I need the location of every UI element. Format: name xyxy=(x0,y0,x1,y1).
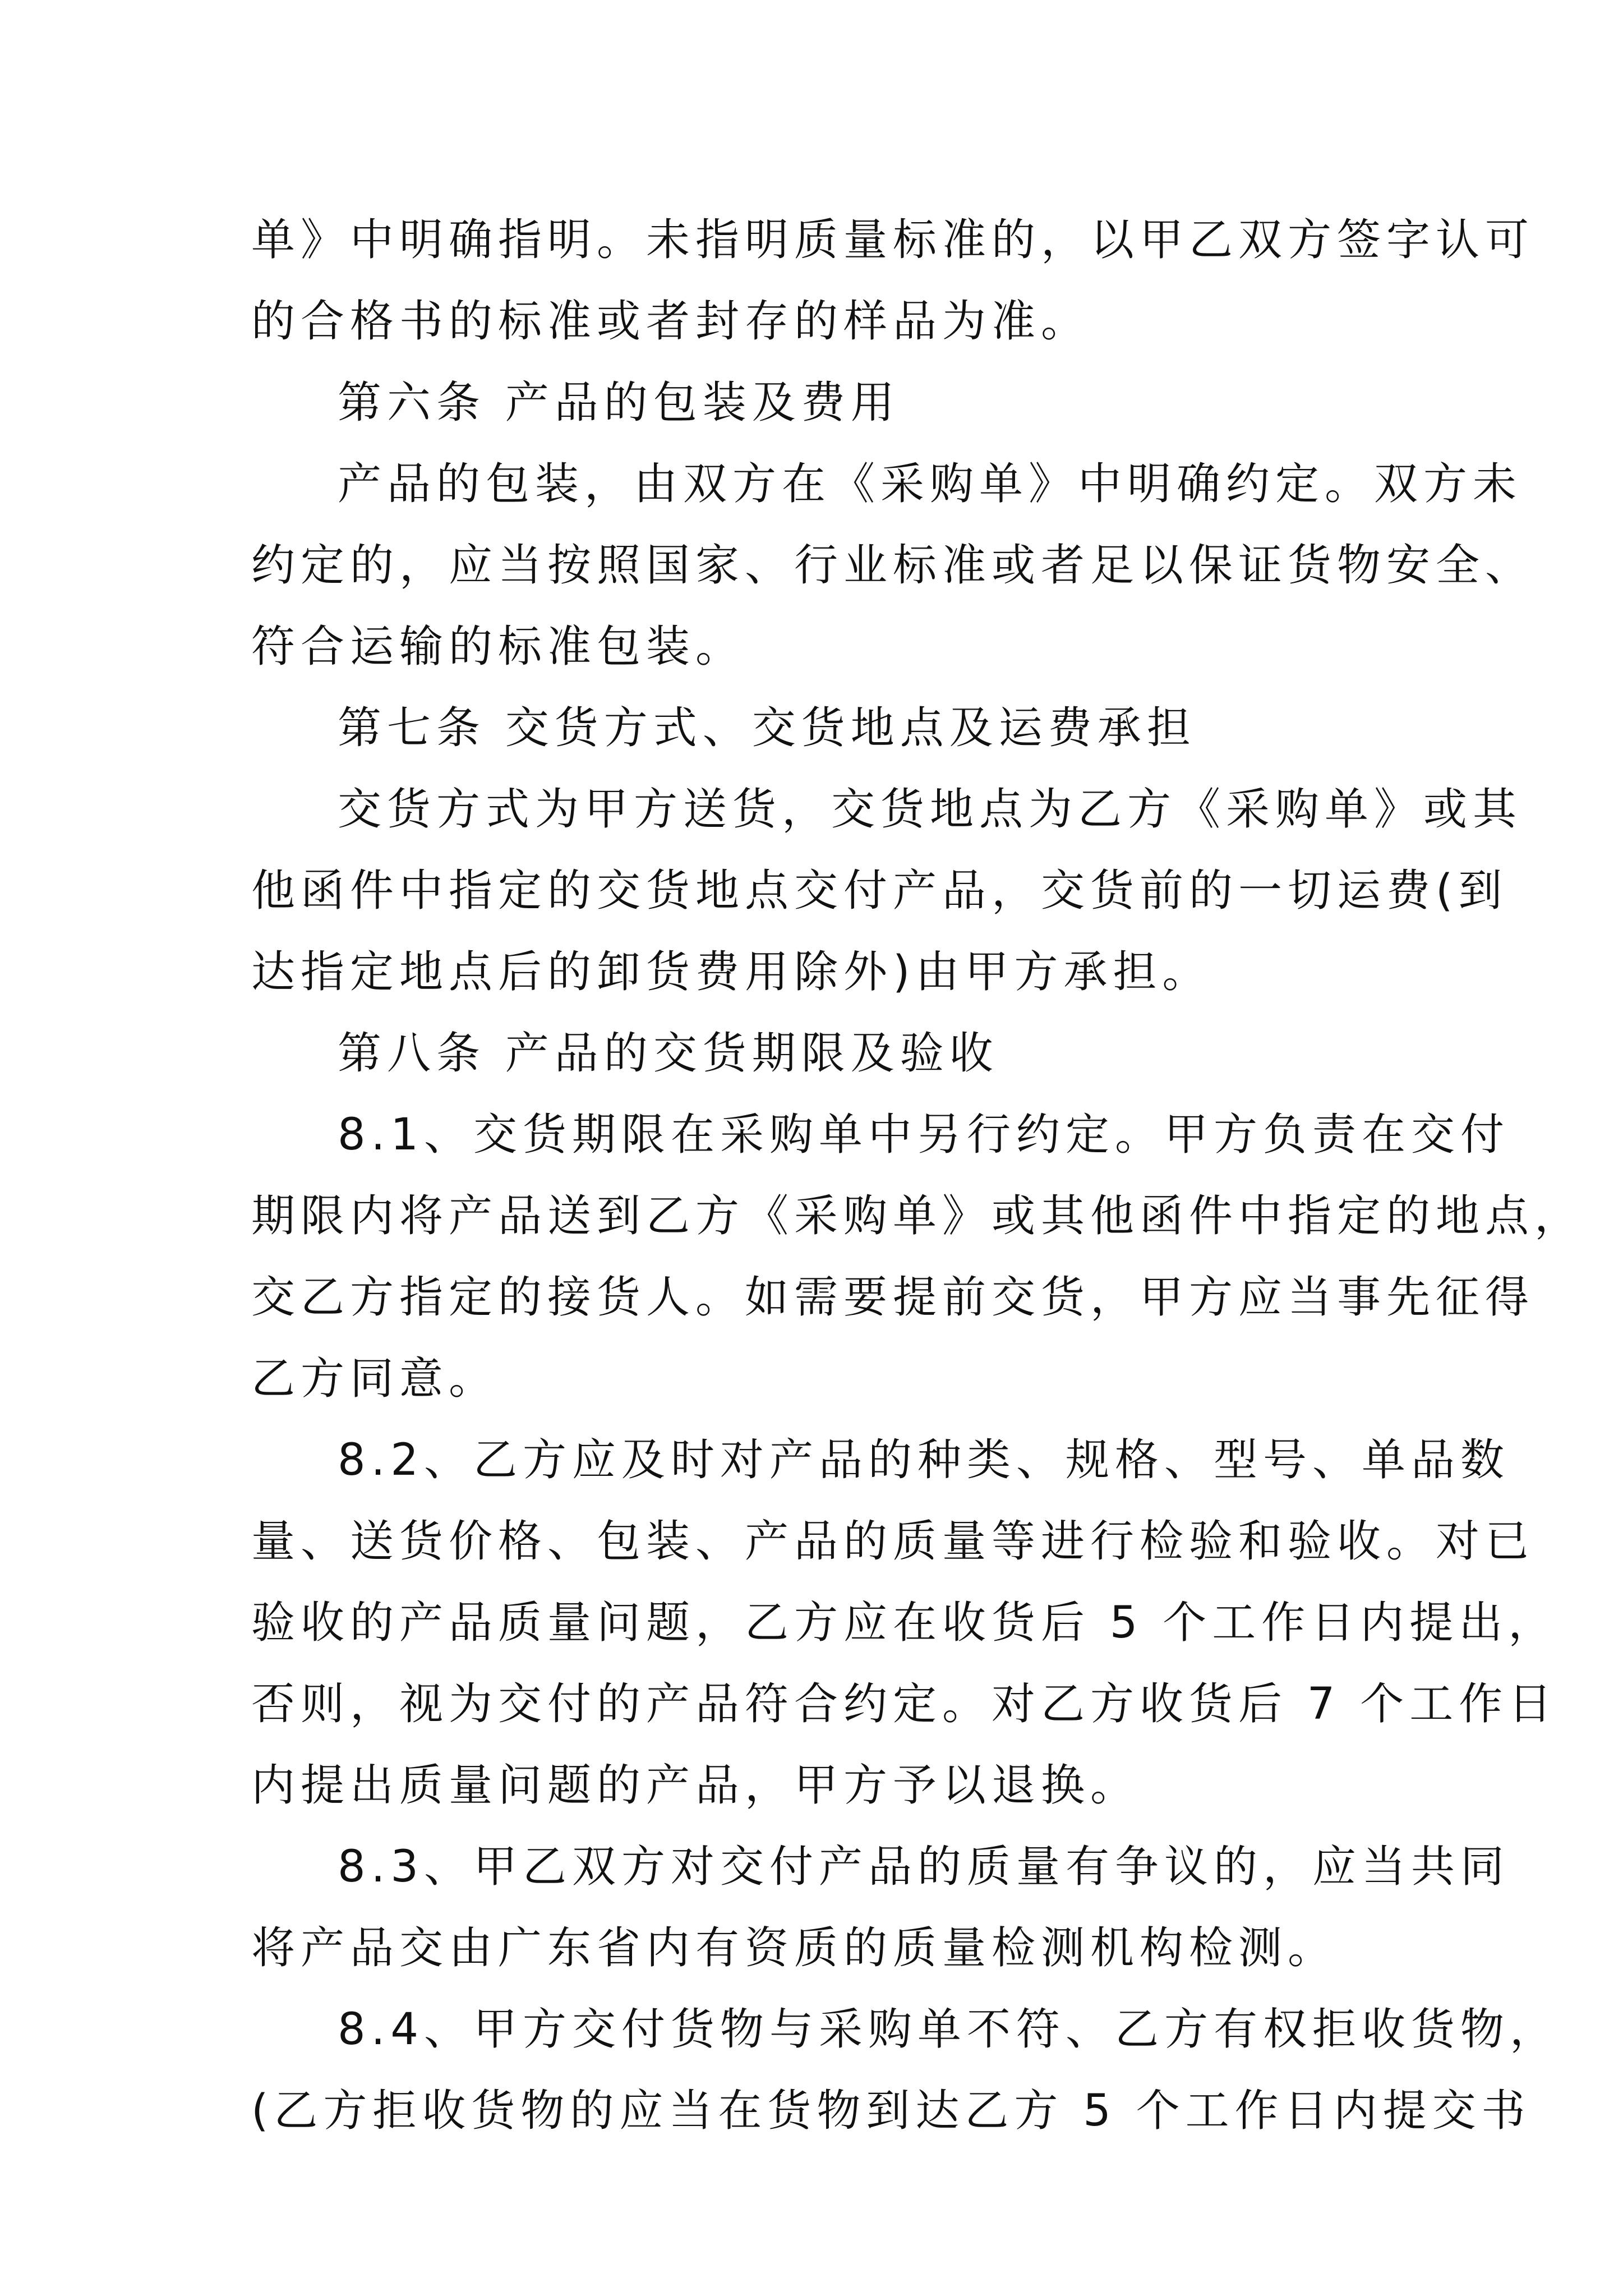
text-line: 产品的包装，由双方在《采购单》中明确约定。双方未 xyxy=(338,459,1523,509)
section-heading-7: 第七条 交货方式、交货地点及运费承担 xyxy=(338,703,1196,753)
text-line: 乙方同意。 xyxy=(251,1354,499,1404)
text-line: 他函件中指定的交货地点交付产品，交货前的一切运费(到 xyxy=(251,866,1508,916)
text-line: 的合格书的标准或者封存的样品为准。 xyxy=(251,296,1091,347)
text-line: 交乙方指定的接货人。如需要提前交货，甲方应当事先征得 xyxy=(251,1272,1535,1323)
text-line: 内提出质量问题的产品，甲方予以退换。 xyxy=(251,1760,1140,1811)
text-line: 交货方式为甲方送货，交货地点为乙方《采购单》或其 xyxy=(338,784,1523,835)
section-heading-8: 第八条 产品的交货期限及验收 xyxy=(338,1028,999,1079)
clause-8-4: 8.4、甲方交付货物与采购单不符、乙方有权拒收货物， xyxy=(338,2004,1560,2055)
text-line: 单》中明确指明。未指明质量标准的，以甲乙双方签字认可 xyxy=(251,215,1535,265)
text-line: 将产品交由广东省内有资质的质量检测机构检测。 xyxy=(251,1923,1338,1973)
text-line: 达指定地点后的卸货费用除外)由甲方承担。 xyxy=(251,947,1212,997)
clause-8-2: 8.2、乙方应及时对产品的种类、规格、型号、单品数 xyxy=(338,1435,1510,1485)
clause-8-3: 8.3、甲乙双方对交付产品的质量有争议的，应当共同 xyxy=(338,1842,1510,1892)
text-line: 符合运输的标准包装。 xyxy=(251,622,745,672)
clause-8-1: 8.1、交货期限在采购单中另行约定。甲方负责在交付 xyxy=(338,1110,1510,1160)
section-heading-6: 第六条 产品的包装及费用 xyxy=(338,378,900,428)
text-line: (乙方拒收货物的应当在货物到达乙方 5 个工作日内提交书 xyxy=(251,2086,1531,2136)
text-line: 约定的，应当按照国家、行业标准或者足以保证货物安全、 xyxy=(251,540,1535,591)
text-line: 否则，视为交付的产品符合约定。对乙方收货后 7 个工作日 xyxy=(251,1679,1558,1729)
text-line: 验收的产品质量问题，乙方应在收货后 5 个工作日内提出， xyxy=(251,1598,1558,1648)
text-line: 期限内将产品送到乙方《采购单》或其他函件中指定的地点， xyxy=(251,1191,1584,1241)
text-line: 量、送货价格、包装、产品的质量等进行检验和验收。对已 xyxy=(251,1516,1535,1567)
